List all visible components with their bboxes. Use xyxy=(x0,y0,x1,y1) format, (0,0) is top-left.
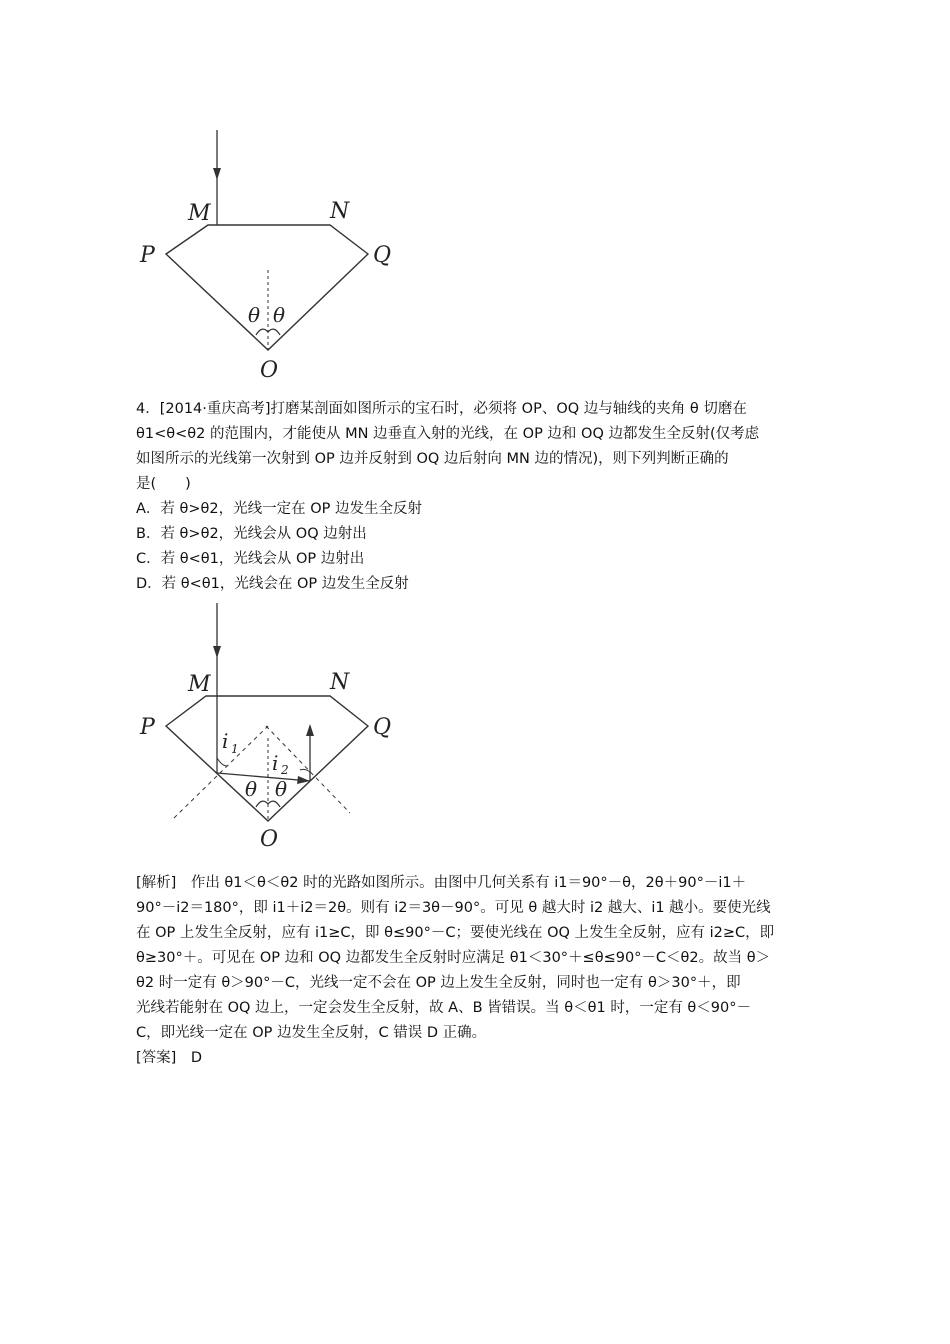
analysis-line-2: 90°－i2＝180°，即 i1＋i2＝2θ。则有 i2＝3θ－90°。可见 θ 越大时 i2 越大、i1 越小。要使光线 xyxy=(136,900,771,916)
label-N: N xyxy=(330,199,350,224)
question-line-3: 如图所示的光线第一次射到 OP 边并反射到 OQ 边后射向 MN 边的情况)，则下列判断正确的 xyxy=(136,451,729,467)
analysis-line-5: θ2 时一定有 θ＞90°－C，光线一定不会在 OP 边上发生全反射，同时也一定有 θ＞30°＋，即 xyxy=(136,975,741,991)
option-b: B．若 θ>θ2，光线会从 OQ 边射出 xyxy=(136,526,367,542)
analysis-line-1: [解析] 作出 θ1＜θ＜θ2 时的光路如图所示。由图中几何关系有 i1＝90°－θ，2θ＋90°－i1＋ xyxy=(136,875,747,891)
label-theta-right: θ xyxy=(273,303,286,327)
question-block xyxy=(136,397,816,597)
label-M: M xyxy=(188,201,211,226)
answer-line: [答案] D xyxy=(136,1050,202,1066)
label-theta-left: θ xyxy=(245,777,258,801)
option-a: A．若 θ>θ2，光线一定在 OP 边发生全反射 xyxy=(136,501,423,517)
label-N: N xyxy=(330,670,350,695)
option-c: C．若 θ<θ1，光线会从 OP 边射出 xyxy=(136,551,365,567)
analysis-line-6: 光线若能射在 OQ 边上，一定会发生全反射，故 A、B 皆错误。当 θ＜θ1 时，一定有 θ＜90°－ xyxy=(136,1000,751,1016)
light-path xyxy=(217,696,314,784)
normal-lines xyxy=(174,726,350,818)
label-O: O xyxy=(260,827,279,852)
label-i1-sub: 1 xyxy=(231,742,239,756)
question-line-1: 4．[2014·重庆高考]打磨某剖面如图所示的宝石时，必须将 OP、OQ 边与轴线的夹角 θ 切磨在 xyxy=(136,401,747,417)
analysis-block xyxy=(136,871,816,1071)
analysis-line-3: 在 OP 上发生全反射，应有 i1≥C，即 θ≤90°－C；要使光线在 OQ 上发生全反射，应有 i2≥C，即 xyxy=(136,925,775,941)
label-Q: Q xyxy=(373,715,392,740)
i2-arc xyxy=(300,769,310,772)
i1-arc xyxy=(217,758,227,766)
label-O: O xyxy=(260,358,279,383)
label-i1: i xyxy=(222,729,229,753)
label-Q: Q xyxy=(373,243,392,268)
analysis-line-4: θ≥30°＋。可见在 OP 边和 OQ 边都发生全反射时应满足 θ1＜30°＋≤θ≤90°－C＜θ2。故当 θ＞ xyxy=(136,950,771,966)
label-theta-right: θ xyxy=(275,777,288,801)
label-P: P xyxy=(140,243,155,268)
incident-ray xyxy=(213,130,221,225)
question-line-2: θ1<θ<θ2 的范围内，才能使从 MN 边垂直入射的光线，在 OP 边和 OQ 边都发生全反射(仅考虑 xyxy=(136,426,760,442)
label-M: M xyxy=(188,672,211,697)
label-i2-sub: 2 xyxy=(281,763,289,777)
question-line-4: 是( ) xyxy=(136,476,191,492)
label-theta-left: θ xyxy=(248,303,261,327)
incident-ray xyxy=(213,603,221,696)
option-d: D．若 θ<θ1，光线会在 OP 边发生全反射 xyxy=(136,576,409,592)
gem-figure-1 xyxy=(120,120,420,394)
analysis-line-7: C，即光线一定在 OP 边发生全反射，C 错误 D 正确。 xyxy=(136,1025,487,1041)
label-P: P xyxy=(140,715,155,740)
gem-figure-2 xyxy=(120,598,440,862)
label-i2: i xyxy=(272,751,279,775)
